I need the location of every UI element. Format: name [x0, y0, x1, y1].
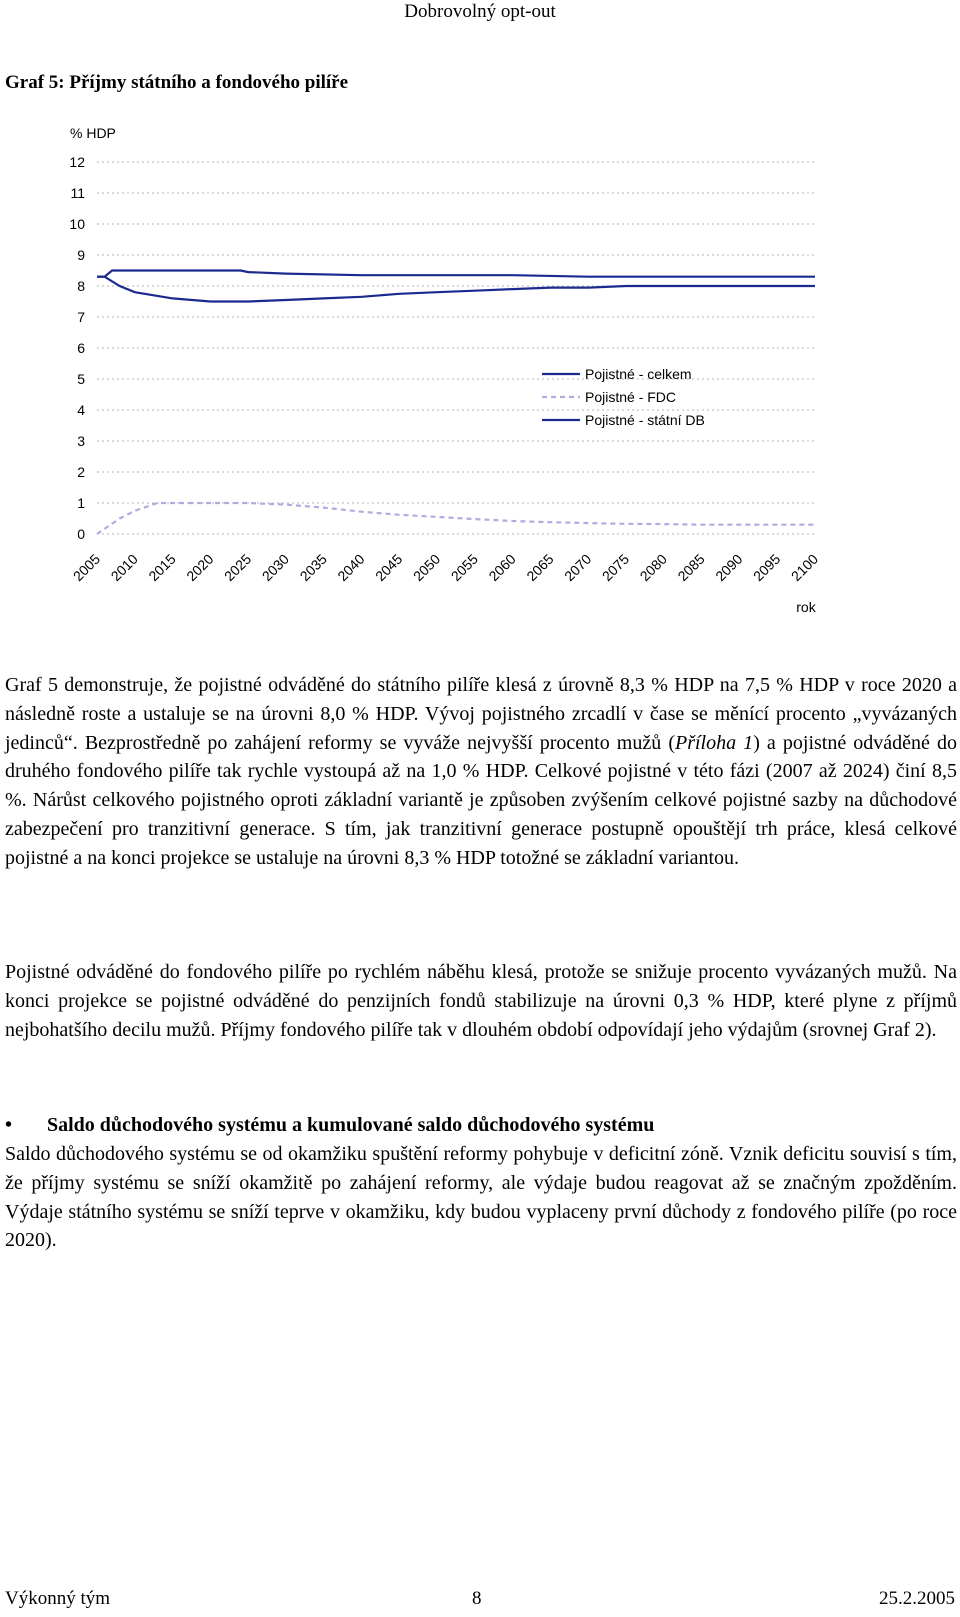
x-tick-label: 2015 — [145, 550, 179, 585]
y-tick-label: 3 — [77, 433, 85, 449]
page-header: Dobrovolný opt-out — [404, 1, 556, 22]
y-tick-label: 1 — [77, 495, 85, 511]
line-chart — [0, 112, 960, 652]
x-tick-label: 2080 — [636, 550, 670, 585]
x-tick-label: 2085 — [674, 550, 708, 585]
section-heading — [5, 1111, 654, 1140]
x-tick-label: 2065 — [523, 550, 557, 585]
x-tick-label: 2005 — [69, 550, 104, 585]
x-tick-label: 2030 — [258, 550, 293, 585]
x-tick-label: 2070 — [561, 550, 595, 585]
series-line — [97, 271, 815, 277]
y-tick-label: 5 — [77, 371, 85, 387]
y-tick-label: 10 — [69, 216, 85, 232]
footer-page-number: 8 — [472, 1588, 482, 1609]
x-tick-label: 2095 — [749, 550, 784, 585]
y-axis-label: % HDP — [70, 125, 116, 141]
section-heading-text: Saldo důchodového systému a kumulované saldo důchodového systému — [47, 1114, 655, 1136]
y-tick-label: 11 — [70, 185, 85, 201]
footer-date: 25.2.2005 — [879, 1588, 955, 1609]
x-axis-label: rok — [796, 599, 816, 615]
bullet-icon: • — [5, 1114, 13, 1136]
series-line — [97, 503, 815, 534]
y-tick-label: 6 — [77, 340, 85, 356]
paragraph-2: Pojistné odváděné do fondového pilíře po rychlém náběhu klesá, protože se snižuje procento vyvázaných mužů. Na konci projekce se pojistné odváděné do penzijních fondů stabilizuje na úrovni 0,3 % HDP, které plyne z příjmů nejbohatšího decilu mužů. Příjmy fondového pilíře tak v dlouhém období odpovídají jeho výdajům (srovnej Graf 2). — [5, 961, 957, 1041]
paragraph-1-text: Graf 5 demonstruje, že pojistné odváděné do státního pilíře klesá z úrovně 8,3 % HDP na 7,5 % HDP v roce 2020 a následně roste a ustaluje se na úrovni 8,0 % HDP. Vývoj pojistného zrcadlí v čase se měnící procento „vyvázaných jedinců“. Bezprostředně po zahájení reformy se vyváže nejvyšší procento mužů ( — [5, 674, 957, 754]
legend-label: Pojistné - FDC — [585, 389, 677, 405]
figure-caption: Graf 5: Příjmy státního a fondového pilíře — [5, 72, 349, 93]
paragraph-3: Saldo důchodového systému se od okamžiku spuštění reformy pohybuje v deficitní zóně. Vznik deficitu souvisí s tím, že příjmy systému se sníží okamžitě po zahájení reformy, ale výdaje budou reagovat až se značným zpožděním. Výdaje státního systému se sníží teprve v okamžiku, kdy budou vyplaceny první důchody z fondového pilíře (po roce 2020). — [5, 1143, 957, 1252]
x-tick-label: 2035 — [296, 550, 330, 585]
x-tick-label: 2045 — [372, 550, 406, 585]
x-tick-label: 2010 — [107, 550, 141, 585]
x-tick-label: 2090 — [712, 550, 746, 585]
x-tick-label: 2050 — [409, 550, 444, 585]
y-tick-label: 7 — [77, 309, 85, 325]
y-tick-label: 0 — [77, 526, 85, 542]
x-tick-label: 2040 — [334, 550, 368, 585]
y-tick-label: 9 — [77, 247, 85, 263]
y-tick-label: 2 — [77, 464, 85, 480]
y-tick-label: 4 — [77, 402, 85, 418]
x-tick-label: 2025 — [220, 550, 255, 585]
legend-label: Pojistné - celkem — [585, 366, 692, 382]
footer-author: Výkonný tým — [5, 1588, 111, 1609]
paragraph-1-text-rest: ) a pojistné odváděné do druhého fondového pilíře tak rychle vystoupá až na 1,0 % HDP. Celkové pojistné v této fázi (2007 až 2024) činí 8,5 %. Nárůst celkového pojistného oproti základní variantě je způsoben zvýšením celkové pojistné sazby na důchodové zabezpečení pro tranzitivní generace. S tím, jak tranzitivní generace postupně opouštějí trh práce, klesá celkové pojistné a na konci projekce se ustaluje na úrovni 8,3 % HDP totožné se základní variantou. — [5, 731, 957, 869]
series-line — [97, 277, 815, 302]
x-tick-label: 2075 — [598, 550, 633, 585]
x-tick-label: 2100 — [787, 550, 822, 585]
paragraph-1 — [5, 671, 957, 873]
legend-label: Pojistné - státní DB — [585, 412, 705, 428]
y-tick-label: 8 — [77, 278, 85, 294]
y-tick-label: 12 — [69, 154, 85, 170]
x-tick-label: 2060 — [485, 550, 519, 585]
x-tick-label: 2055 — [447, 550, 482, 585]
x-tick-label: 2020 — [183, 550, 217, 585]
paragraph-1-reference: Příloha 1 — [674, 731, 754, 754]
